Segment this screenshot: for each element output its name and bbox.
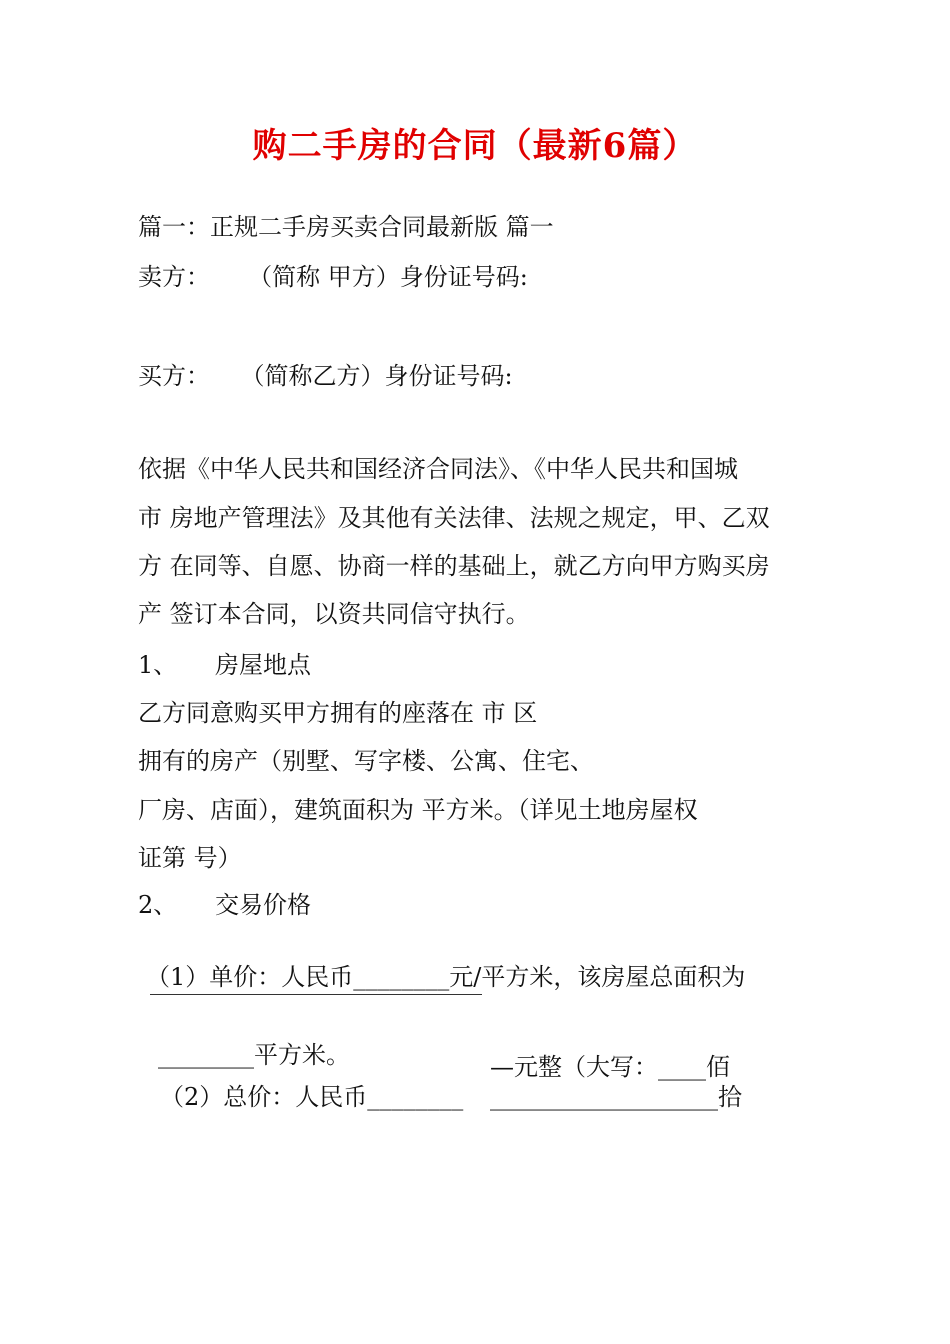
buyer-line: 买方： （简称乙方）身份证号码:	[138, 362, 513, 390]
item-line: 乙方同意购买甲方拥有的座落在 市 区	[138, 699, 538, 727]
area-line: ________平方米。	[158, 1041, 350, 1069]
paragraph-line: 依据《中华人民共和国经济合同法》、《中华人民共和国城	[138, 455, 738, 483]
item-title: 交易价格	[215, 891, 311, 919]
paragraph-line: 方 在同等、自愿、协商一样的基础上，就乙方向甲方购买房	[138, 552, 770, 580]
item-line: 厂房、店面），建筑面积为 平方米。（详见土地房屋权	[138, 796, 698, 824]
amount-shi-line: ___________________拾	[490, 1083, 742, 1111]
item-line: 拥有的房产（别墅、写字楼、公寓、住宅、	[138, 747, 594, 775]
item-title: 房屋地点	[215, 651, 311, 679]
underline-rule	[150, 994, 482, 995]
item-number: 1、	[138, 651, 178, 679]
seller-line: 卖方： （简称 甲方）身份证号码:	[138, 263, 528, 291]
unit-price-line: （1）单价：人民币________元/平方米，该房屋总面积为	[146, 963, 746, 991]
item-line: 证第 号）	[138, 844, 242, 872]
section-heading: 篇一：正规二手房买卖合同最新版 篇一	[138, 213, 554, 241]
paragraph-line: 市 房地产管理法》及其他有关法律、法规之规定，甲、乙双	[138, 504, 770, 532]
total-price-line: （2）总价：人民币________	[160, 1083, 464, 1111]
amount-yuan-line: —元整（大写：____佰	[490, 1053, 730, 1081]
item-number: 2、	[138, 891, 178, 919]
document-title: 购二手房的合同（最新6篇）	[252, 126, 698, 166]
paragraph-line: 产 签订本合同，以资共同信守执行。	[138, 600, 530, 628]
